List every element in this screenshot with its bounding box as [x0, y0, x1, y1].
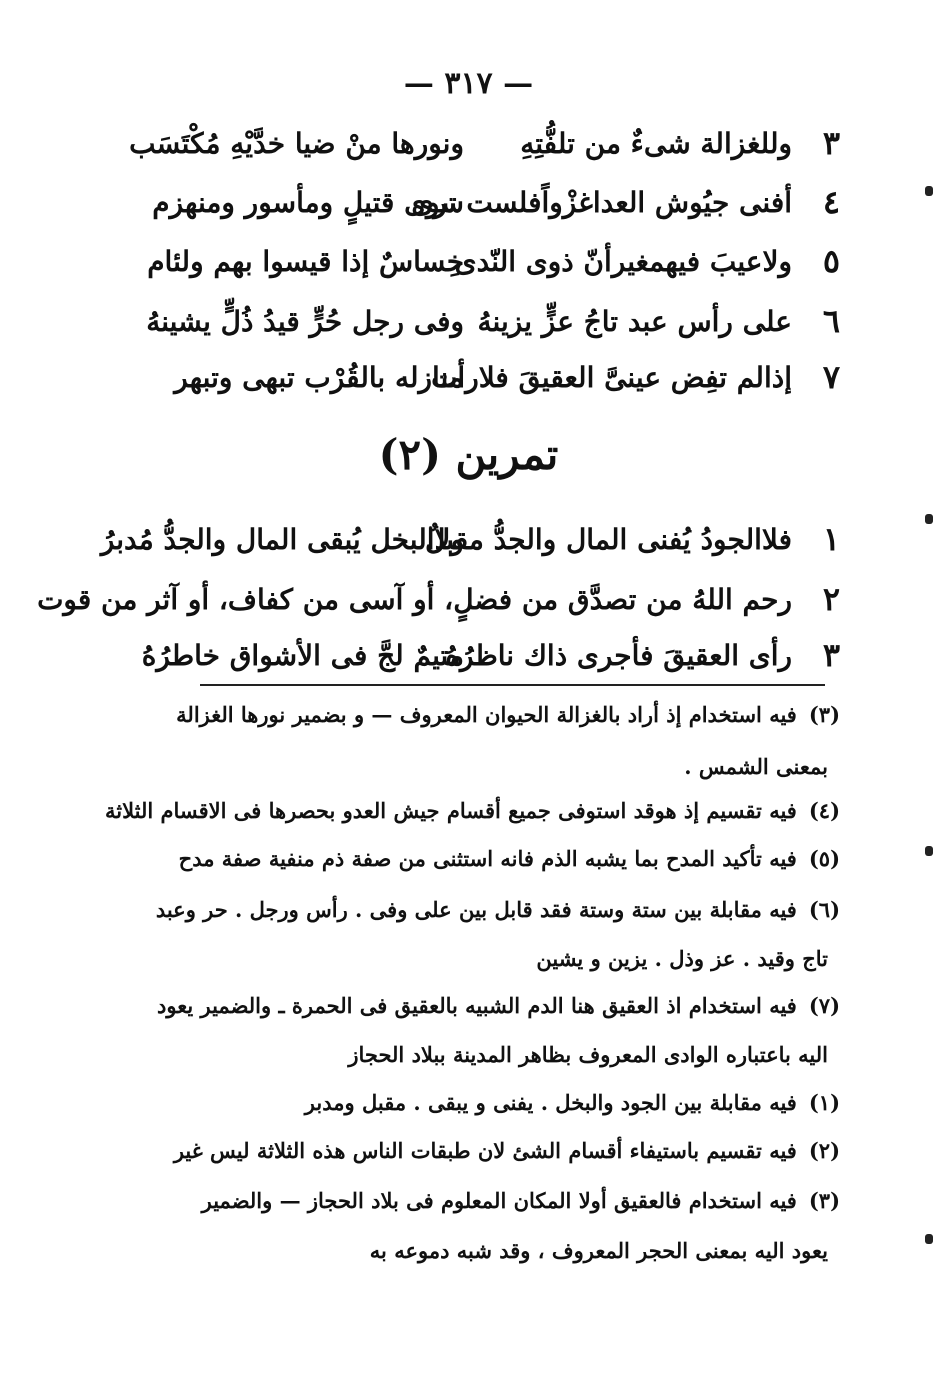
verse-number: ٣: [822, 124, 840, 162]
verse-second-hemistich: سوى قتيلٍ ومأسور ومنهزم: [152, 185, 464, 219]
footnote-key: (٣): [808, 702, 840, 727]
exercise-title: تمرين (٢): [378, 430, 559, 479]
verse-row: [141, 628, 840, 682]
prose-row: [37, 572, 840, 626]
footnote-line: [160, 946, 840, 971]
footnote-key: (١): [808, 1090, 840, 1115]
footnote-key: (٢): [808, 1138, 840, 1163]
footnote-line: [160, 1138, 840, 1163]
scan-speck: [925, 1234, 933, 1244]
footnote-line: [104, 798, 840, 823]
verse-number: ٢: [822, 580, 840, 618]
verse-second-hemistich: ونورها منْ ضيا خدَّيْهِ مُكْتَسَب: [129, 126, 464, 160]
footnote-text: فيه استخدام إذ أراد بالغزالة الحيوان المعروف — و بضمير نورها الغزالة: [176, 702, 797, 727]
footnote-line: [160, 1090, 840, 1115]
footnote-text: اليه باعتباره الوادى المعروف بظاهر المدينة ببلاد الحجاز: [348, 1042, 828, 1067]
page-number: — ٣١٧ —: [403, 66, 534, 101]
scan-speck: [925, 186, 933, 196]
verse-first-hemistich: رأى العقيقَ فأجرى ذاك ناظرُهُ: [445, 638, 792, 672]
verse-number: ٣: [822, 636, 840, 674]
footnote-line: [160, 1042, 840, 1067]
verse-second-hemistich: متيمٌ لجَّ فى الأشواق خاطرُهُ: [141, 638, 464, 672]
footnote-line: [160, 1238, 840, 1263]
verse-number: ٦: [822, 302, 840, 340]
footnote-text: فيه تقسيم باستيفاء أقسام الشئ لان طبقات الناس هذه الثلاثة ليس غير: [173, 1138, 797, 1163]
footnote-key: (٦): [808, 897, 840, 922]
verse-number: ٧: [822, 358, 840, 396]
scan-speck: [925, 846, 933, 856]
footnote-text: بمعنى الشمس .: [684, 754, 828, 779]
verse-number: ٤: [822, 183, 840, 221]
verse-first-hemistich: وللغزالة شىءٌ من تلفُّتِهِ: [520, 126, 792, 160]
footnote-key: (٧): [808, 993, 840, 1018]
footnote-text: فيه استخدام فالعقيق أولا المكان المعلوم فى بلاد الحجاز — والضمير: [201, 1188, 797, 1213]
verse-first-hemistich: أفنى جيُوش العداغزْواًفلست ترى: [411, 185, 792, 219]
verse-first-hemistich: إذالم تفِض عينىَّ العقيقَ فلارأت: [431, 360, 792, 394]
footnote-text: فيه تقسيم إذ هوقد استوفى جميع أقسام جيش العدو بحصرها فى الاقسام الثلاثة: [104, 798, 797, 823]
footnote-line: [155, 897, 840, 922]
verse-second-hemistich: منازله بالقُرْب تبهى وتبهر: [174, 360, 464, 394]
footnote-line: [160, 1188, 840, 1213]
verse-row: [152, 175, 840, 229]
verse-row: [147, 234, 840, 288]
verse-second-hemistich: خِساسٌ إذا قيسوا بهم ولئام: [147, 244, 464, 278]
footnote-line: [160, 846, 840, 871]
scan-speck: [925, 514, 933, 524]
verse-second-hemistich: وفى رجل حُرٍّ قيدُ ذُلٍّ يشينهُ: [146, 304, 464, 338]
footnote-line: [160, 702, 840, 727]
prose-line: رحم اللهُ من تصدَّق من فضلٍ، أو آسى من كفاف، أو آثر من قوت: [37, 582, 792, 616]
verse-number: ٥: [822, 242, 840, 280]
footnote-key: (٣): [808, 1188, 840, 1213]
footnote-key: (٥): [808, 846, 840, 871]
verse-second-hemistich: ولاالبخل يُبقى المال والجدُّ مُدبرُ: [100, 522, 464, 556]
footnote-text: فيه مقابلة بين ستة وستة فقد قابل بين على وفى . رأس ورجل . حر وعبد: [155, 897, 797, 922]
footnote-text: يعود اليه بمعنى الحجر المعروف ، وقد شبه دموعه به: [369, 1238, 828, 1263]
verse-first-hemistich: فلاالجودُ يُفنى المال والجدُّ مقبلٌ: [425, 522, 792, 556]
footnote-text: فيه مقابلة بين الجود والبخل . يفنى و يبقى . مقبل ومدبر: [304, 1090, 797, 1115]
footnote-line: [160, 754, 840, 779]
verse-row: [146, 294, 840, 348]
verse-first-hemistich: ولاعيبَ فيهمغيرأنّ ذوى النّدى: [454, 244, 792, 278]
verse-number: ١: [822, 520, 840, 558]
verse-row: [129, 116, 840, 170]
verse-first-hemistich: على رأس عبد تاجُ عزٍّ يزينهُ: [477, 304, 792, 338]
footnote-text: فيه تأكيد المدح بما يشبه الذم فانه استثنى من صفة ذم منفية صفة مدح: [178, 846, 797, 871]
footnote-line: [157, 993, 840, 1018]
verse-row: [160, 350, 840, 404]
footnote-text: تاج وقيد . عز وذل . يزين و يشين: [536, 946, 828, 971]
verse-row: [100, 512, 840, 566]
footnote-divider: [200, 684, 825, 686]
footnote-text: فيه استخدام اذ العقيق هنا الدم الشبيه بالعقيق فى الحمرة ـ والضمير يعود: [157, 993, 797, 1018]
footnote-key: (٤): [808, 798, 840, 823]
